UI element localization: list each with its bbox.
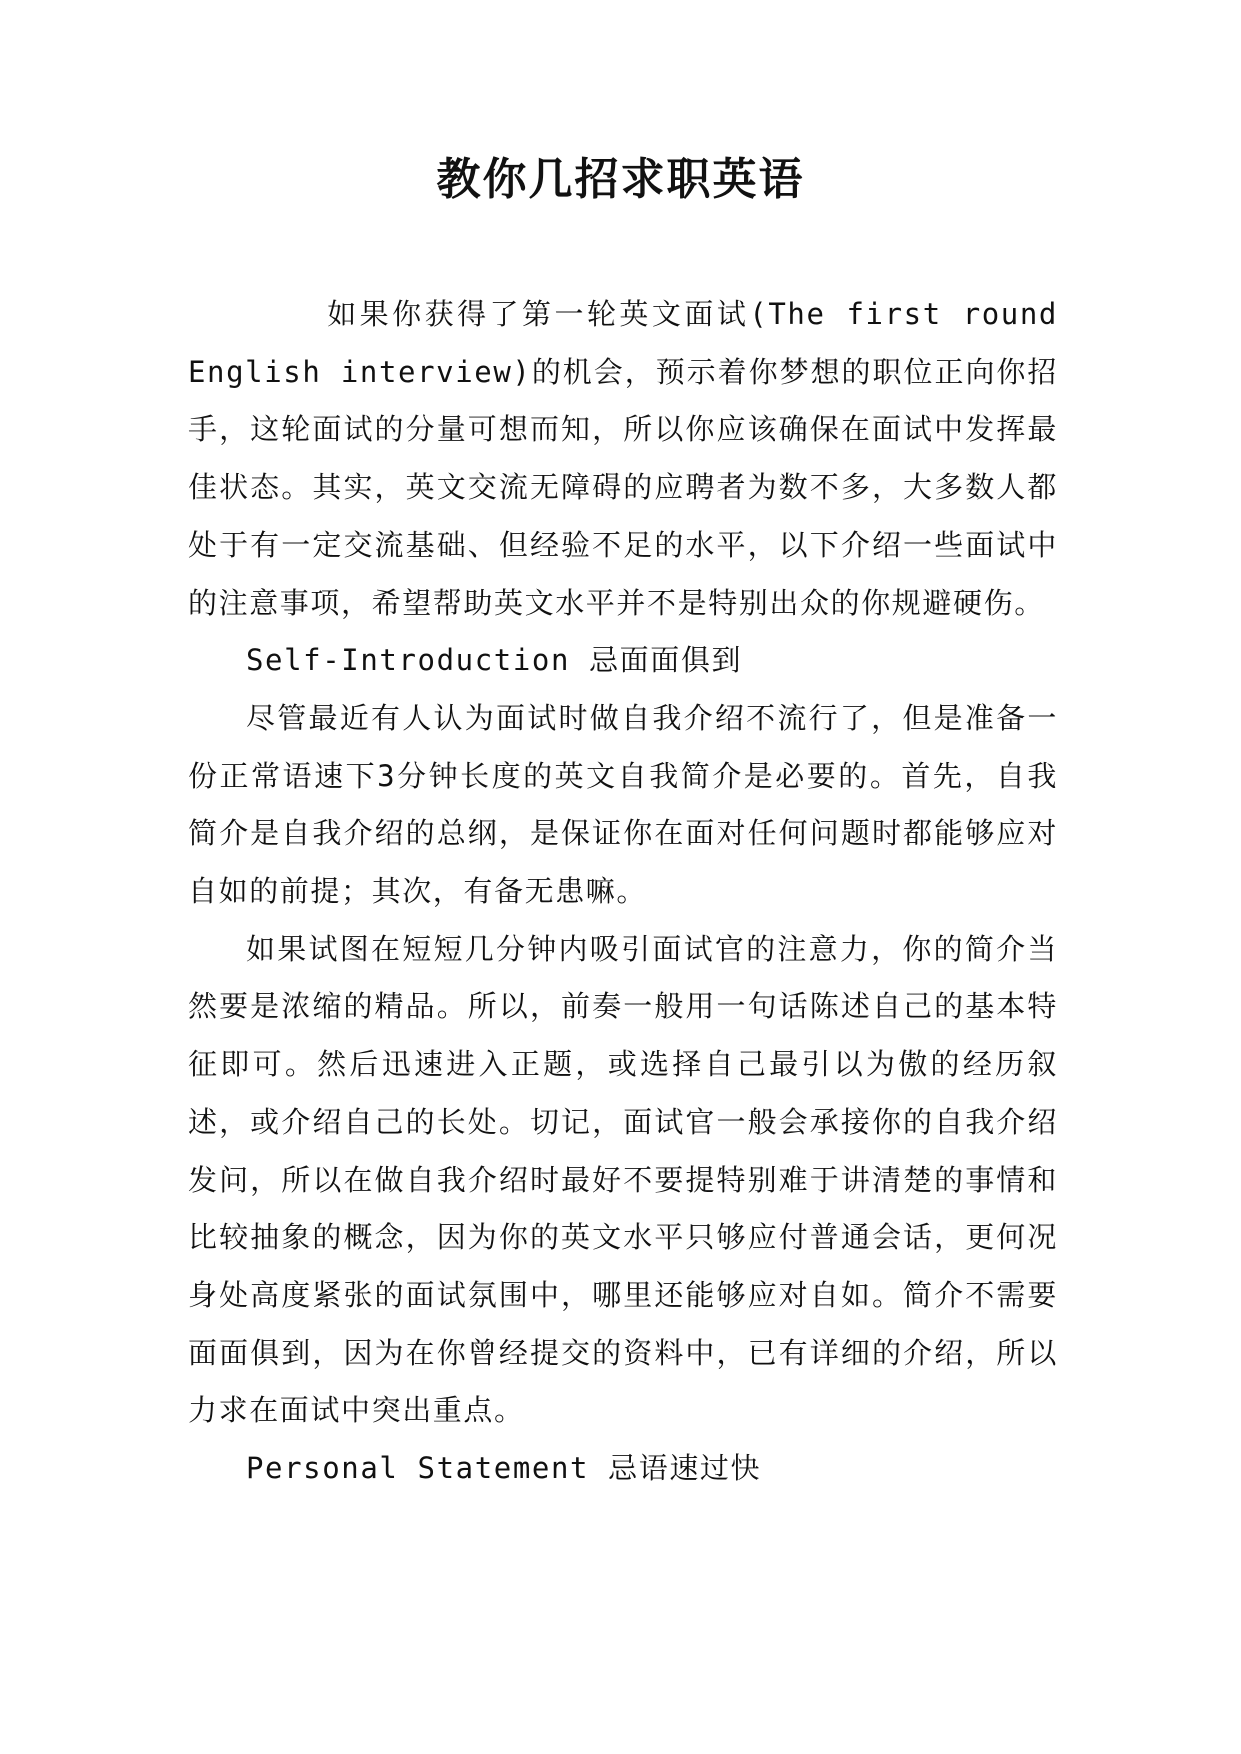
intro-paragraph: 如果你获得了第一轮英文面试(The first round English interview)的机会，预示着你梦想的职位正向你招手，这轮面试的分量可想而知，所以你应该确保在面试中发挥最佳状态。其实，英文交流无障碍的应聘者为数不多，大多数人都处于有一定交流基础、但经验不足的水平，以下介绍一些面试中的注意事项，希望帮助英文水平并不是特别出众的你规避硬伤。 — [188, 297, 1058, 620]
document-title: 教你几招求职英语 — [436, 154, 805, 205]
document-body — [188, 286, 1058, 1498]
section-heading-personal-statement: Personal Statement 忌语速过快 — [246, 1451, 762, 1486]
self-introduction-paragraph-2: 如果试图在短短几分钟内吸引面试官的注意力，你的简介当然要是浓缩的精品。所以，前奏一般用一句话陈述自己的基本特征即可。然后迅速进入正题，或选择自己最引以为傲的经历叙述，或介绍自己的长处。切记，面试官一般会承接你的自我介绍发问，所以在做自我介绍时最好不要提特别难于讲清楚的事情和比较抽象的概念，因为你的英文水平只够应付普通会话，更何况身处高度紧张的面试氛围中，哪里还能够应对自如。简介不需要面面俱到，因为在你曾经提交的资料中，已有详细的介绍，所以力求在面试中突出重点。 — [188, 931, 1058, 1428]
self-introduction-paragraph-1: 尽管最近有人认为面试时做自我介绍不流行了，但是准备一份正常语速下3分钟长度的英文自我简介是必要的。首先，自我简介是自我介绍的总纲，是保证你在面对任何问题时都能够应对自如的前提；其次，有备无患嘛。 — [188, 700, 1058, 909]
section-heading-self-introduction: Self-Introduction 忌面面俱到 — [246, 643, 743, 678]
